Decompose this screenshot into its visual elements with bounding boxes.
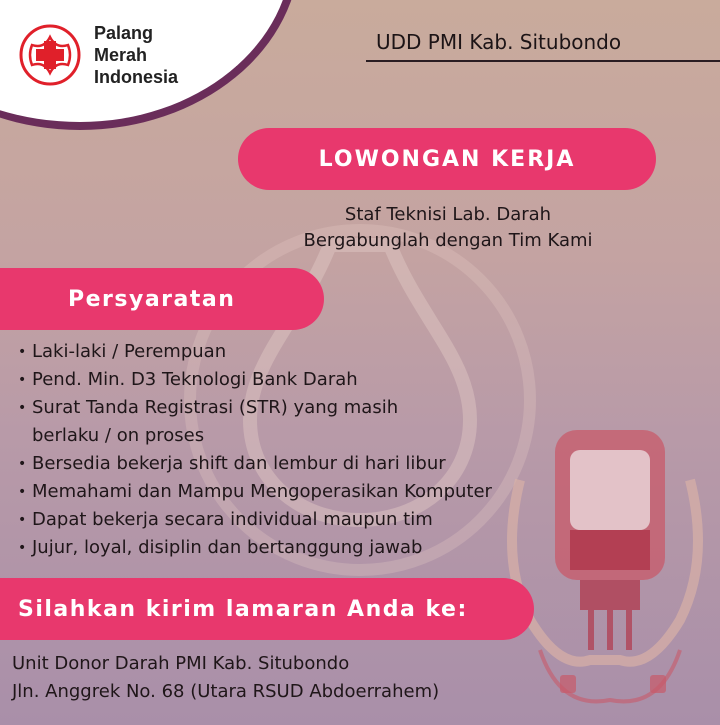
requirement-item: • Memahami dan Mampu Mengoperasikan Komputer — [18, 478, 618, 506]
requirement-continuation-text: berlaku / on proses — [32, 425, 205, 446]
job-banner: LOWONGAN KERJA — [238, 128, 656, 190]
job-tagline: Bergabunglah dengan Tim Kami — [303, 230, 593, 251]
logo-line-2: Merah — [94, 45, 148, 65]
job-subtitle — [238, 202, 658, 254]
logo-line-3: Indonesia — [94, 67, 179, 87]
blood-bag-illustration — [500, 420, 720, 725]
logo-text — [94, 22, 178, 88]
job-position: Staf Teknisi Lab. Darah — [344, 204, 552, 225]
red-cross-icon — [18, 23, 82, 87]
logo-line-1: Palang — [94, 23, 154, 43]
requirement-item: • Jujur, loyal, disiplin dan bertanggung jawab — [18, 534, 618, 562]
requirement-item: • Surat Tanda Registrasi (STR) yang masih — [18, 394, 618, 422]
pmi-logo — [18, 22, 178, 88]
requirements-heading: Persyaratan — [0, 268, 324, 330]
address-line-2: Jln. Anggrek No. 68 (Utara RSUD Abdoerrahem) — [12, 681, 440, 702]
requirement-item: • Bersedia bekerja shift dan lembur di hari libur — [18, 450, 618, 478]
requirement-item: • Dapat bekerja secara individual maupun tim — [18, 506, 618, 534]
address-line-1: Unit Donor Darah PMI Kab. Situbondo — [12, 653, 350, 674]
requirement-item: • Pend. Min. D3 Teknologi Bank Darah — [18, 366, 618, 394]
requirement-item: • Laki-laki / Perempuan — [18, 338, 618, 366]
contact-address — [12, 650, 439, 706]
contact-heading: Silahkan kirim lamaran Anda ke: — [0, 578, 534, 640]
branch-title: UDD PMI Kab. Situbondo — [366, 30, 720, 62]
